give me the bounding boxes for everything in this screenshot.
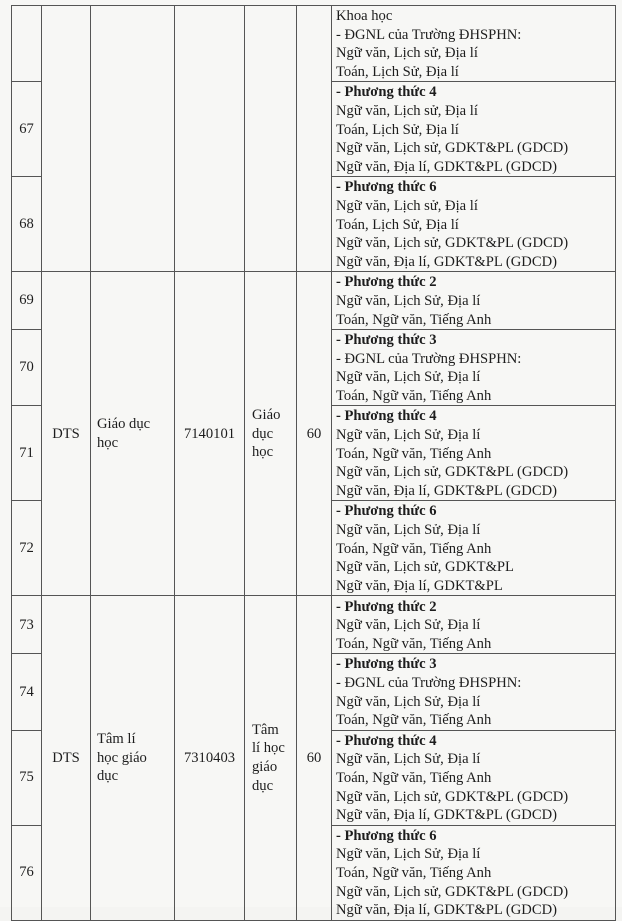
method-cell [332, 596, 616, 654]
row-number: 67 [12, 82, 42, 177]
row-number: 74 [12, 654, 42, 730]
row-number: 75 [12, 730, 42, 825]
subject-line: - ĐGNL của Trường ĐHSPHN: [336, 350, 522, 367]
method-cell [332, 406, 616, 501]
subject-line: Toán, Ngữ văn, Tiếng Anh [336, 540, 492, 557]
subject-line: Ngữ văn, Lịch sử, Địa lí [336, 45, 478, 62]
method-heading: - Phương thức 2 [336, 274, 437, 291]
subject-line: Toán, Ngữ văn, Tiếng Anh [336, 311, 492, 328]
training-name [245, 272, 297, 596]
subject-line: Ngữ văn, Lịch sử, GDKT&PL (GDCD) [336, 235, 569, 252]
subject-line: Ngữ văn, Địa lí, GDKT&PL [336, 577, 503, 594]
method-heading: - Phương thức 3 [336, 332, 437, 349]
school-code: DTS [42, 272, 91, 596]
subject-line: Ngữ văn, Lịch sử, Địa lí [336, 102, 478, 119]
subject-line: Toán, Ngữ văn, Tiếng Anh [336, 445, 492, 462]
subject-line: Ngữ văn, Địa lí, GDKT&PL (GDCD) [336, 902, 557, 919]
row-number: 70 [12, 330, 42, 406]
row-number: 76 [12, 825, 42, 920]
method-heading: - Phương thức 4 [336, 732, 437, 749]
major-name-line: dục [97, 768, 119, 785]
row-number-cell [12, 6, 42, 82]
subject-line: Ngữ văn, Lịch Sử, Địa lí [336, 617, 481, 634]
method-cell [332, 82, 616, 177]
subject-line: Toán, Lịch Sử, Địa lí [336, 63, 459, 80]
subject-line: Toán, Ngữ văn, Tiếng Anh [336, 712, 492, 729]
method-cell [332, 330, 616, 406]
subject-line: Toán, Ngữ văn, Tiếng Anh [336, 635, 492, 652]
subject-line: Ngữ văn, Lịch Sử, Địa lí [336, 846, 481, 863]
method-heading: - Phương thức 6 [336, 503, 437, 520]
subject-line: - ĐGNL của Trường ĐHSPHN: [336, 675, 522, 691]
method-heading: - Phương thức 4 [336, 84, 437, 101]
code-cell [175, 6, 245, 272]
subject-line: Ngữ văn, Lịch sử, Địa lí [336, 197, 478, 214]
training-name-line: dục [252, 425, 274, 442]
subject-line: Ngữ văn, Lịch sử, GDKT&PL [336, 559, 514, 576]
subject-line: Ngữ văn, Lịch Sử, Địa lí [336, 751, 481, 768]
quota-cell [297, 6, 332, 272]
subject-line: Toán, Ngữ văn, Tiếng Anh [336, 769, 492, 786]
method-heading: - Phương thức 6 [336, 179, 437, 196]
subject-line: - ĐGNL của Trường ĐHSPHN: [336, 26, 522, 43]
major-code: 7140101 [175, 272, 245, 596]
school-code: DTS [42, 596, 91, 920]
subject-line: Ngữ văn, Lịch sử, GDKT&PL (GDCD) [336, 788, 569, 805]
admission-table [11, 5, 616, 921]
training-name-line: Tâm [252, 721, 279, 738]
method-cell [332, 654, 616, 730]
method-cell [332, 272, 616, 330]
subject-line: Ngữ văn, Địa lí, GDKT&PL (GDCD) [336, 158, 557, 175]
row-number: 73 [12, 596, 42, 654]
subject-line: Toán, Ngữ văn, Tiếng Anh [336, 387, 492, 404]
subject-line: Khoa học [336, 8, 393, 24]
row-number: 69 [12, 272, 42, 330]
table-row [12, 6, 616, 82]
major-code: 7310403 [175, 596, 245, 920]
training-cell [245, 6, 297, 272]
subject-line: Ngữ văn, Lịch Sử, Địa lí [336, 522, 481, 539]
quota: 60 [297, 272, 332, 596]
major-name [91, 596, 175, 920]
subject-line: Ngữ văn, Lịch sử, GDKT&PL (GDCD) [336, 464, 569, 481]
table-row [12, 272, 616, 330]
subject-line: Ngữ văn, Địa lí, GDKT&PL (GDCD) [336, 482, 557, 499]
subject-line: Ngữ văn, Địa lí, GDKT&PL (GDCD) [336, 807, 557, 824]
major-name-line: học [97, 434, 119, 451]
method-cell [332, 825, 616, 920]
method-cell [332, 501, 616, 596]
major-name-line: Giáo dục [97, 416, 151, 433]
method-cell [332, 6, 616, 82]
subject-line: Ngữ văn, Lịch Sử, Địa lí [336, 693, 481, 710]
method-heading: - Phương thức 3 [336, 656, 437, 673]
method-cell [332, 730, 616, 825]
method-heading: - Phương thức 2 [336, 598, 437, 615]
subject-line: Ngữ văn, Lịch Sử, Địa lí [336, 292, 481, 309]
major-name-line: Tâm lí [97, 731, 136, 748]
subject-line: Toán, Lịch Sử, Địa lí [336, 121, 459, 138]
method-heading: - Phương thức 4 [336, 408, 437, 425]
training-name [245, 596, 297, 920]
subject-line: Ngữ văn, Lịch Sử, Địa lí [336, 369, 481, 386]
quota: 60 [297, 596, 332, 920]
method-heading: - Phương thức 6 [336, 827, 437, 844]
table-row [12, 596, 616, 654]
row-number: 68 [12, 177, 42, 272]
subject-line: Ngữ văn, Lịch sử, GDKT&PL (GDCD) [336, 140, 569, 157]
training-name-line: Giáo [252, 406, 281, 423]
row-number: 71 [12, 406, 42, 501]
method-cell [332, 177, 616, 272]
training-name-line: lí học [252, 740, 285, 757]
subject-line: Ngữ văn, Lịch Sử, Địa lí [336, 427, 481, 444]
school-cell [42, 6, 91, 272]
subject-line: Toán, Lịch Sử, Địa lí [336, 216, 459, 233]
major-cell [91, 6, 175, 272]
major-name-line: học giáo [97, 749, 147, 766]
subject-line: Toán, Ngữ văn, Tiếng Anh [336, 864, 492, 881]
training-name-line: học [252, 444, 274, 461]
subject-line: Ngữ văn, Lịch sử, GDKT&PL (GDCD) [336, 883, 569, 900]
major-name [91, 272, 175, 596]
subject-line: Ngữ văn, Địa lí, GDKT&PL (GDCD) [336, 253, 557, 270]
training-name-line: dục [252, 777, 274, 794]
training-name-line: giáo [252, 759, 278, 776]
row-number: 72 [12, 501, 42, 596]
